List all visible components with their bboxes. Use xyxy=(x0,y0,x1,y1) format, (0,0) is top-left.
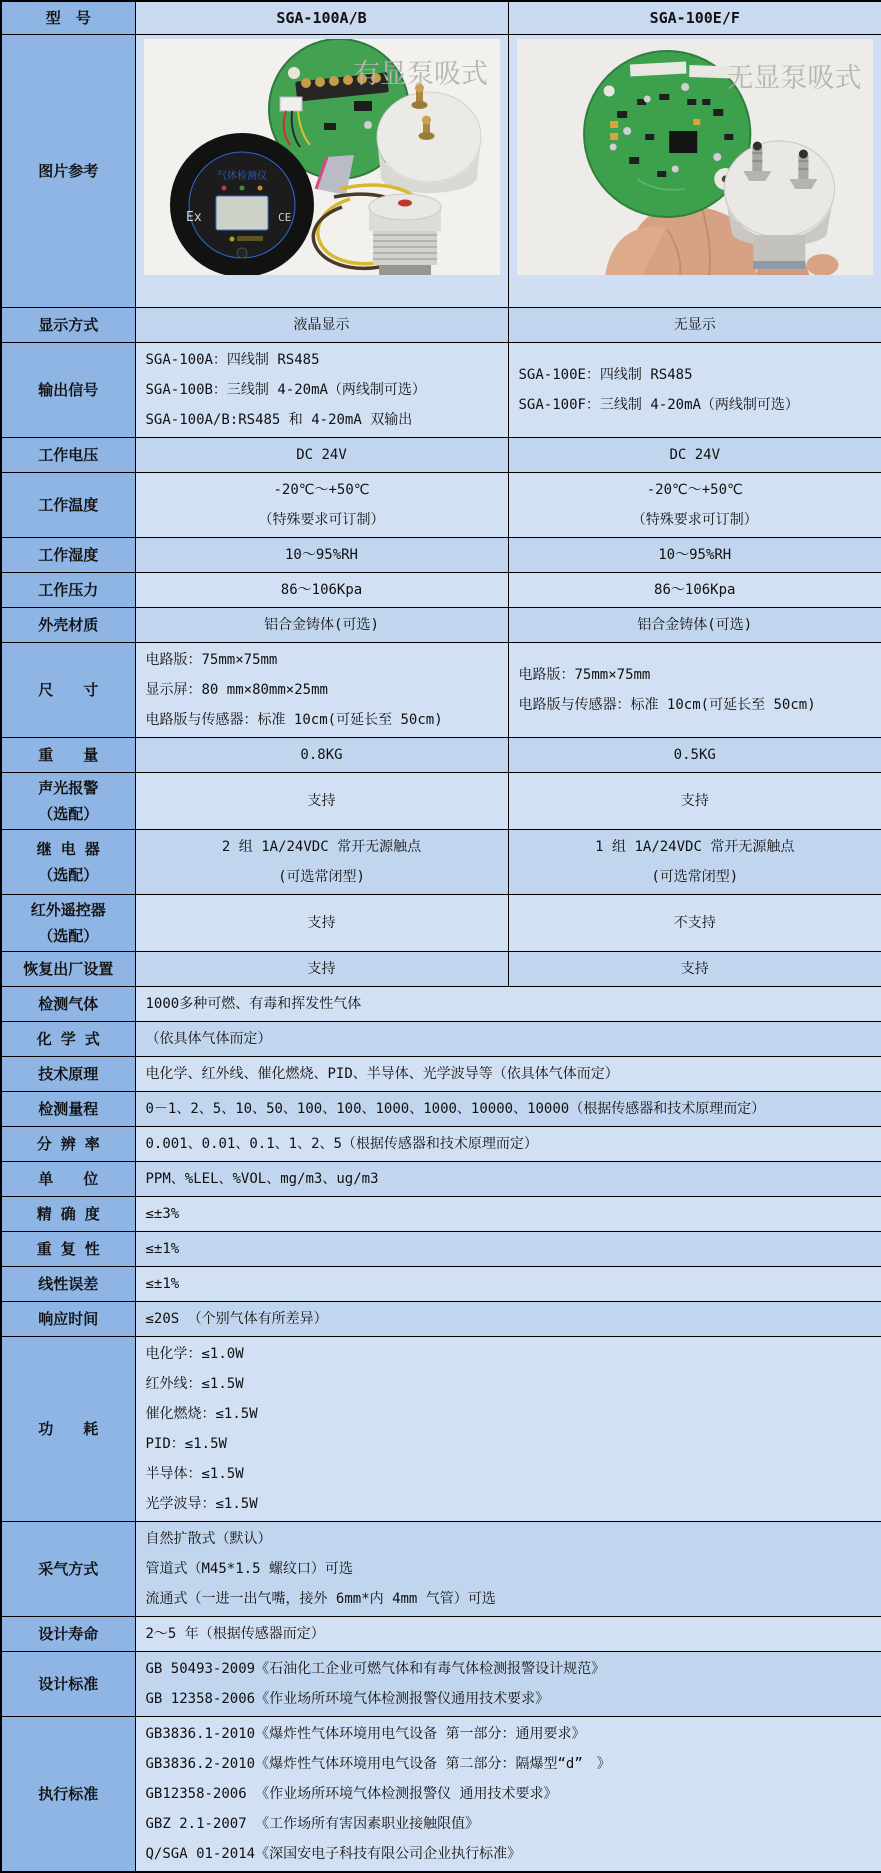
row-label-working-temperature: 工作温度 xyxy=(1,472,135,537)
cell-chemical-formula: （依具体气体而定） xyxy=(135,1021,881,1056)
row-label-chemical-formula: 化 学 式 xyxy=(1,1021,135,1056)
spec-row-dimensions xyxy=(1,642,881,737)
spec-row-chemical-formula xyxy=(1,1021,881,1056)
photo-row-label: 图片参考 xyxy=(1,34,135,307)
model-name-ab: SGA-100A/B xyxy=(135,1,508,34)
cell-ir-remote-col2: 不支持 xyxy=(508,894,881,951)
row-label-ir-remote: 红外遥控器 （选配） xyxy=(1,894,135,951)
row-label-working-pressure: 工作压力 xyxy=(1,572,135,607)
row-label-detected-gas: 检测气体 xyxy=(1,986,135,1021)
spec-row-output-signal xyxy=(1,342,881,437)
row-label-weight: 重 量 xyxy=(1,737,135,772)
spec-row-design-standard xyxy=(1,1651,881,1716)
spec-row-ir-remote xyxy=(1,894,881,951)
cell-working-humidity-col2: 10～95%RH xyxy=(508,537,881,572)
cell-design-standard: GB 50493-2009《石油化工企业可燃气体和有毒气体检测报警设计规范》 GB 12358-2006《作业场所环境气体检测报警仪通用技术要求》 xyxy=(135,1651,881,1716)
row-label-dimensions: 尺 寸 xyxy=(1,642,135,737)
spec-row-power-consumption xyxy=(1,1336,881,1521)
spec-row-response-time xyxy=(1,1301,881,1336)
row-label-display-mode: 显示方式 xyxy=(1,307,135,342)
spec-row-repeatability xyxy=(1,1231,881,1266)
spec-row-detected-gas xyxy=(1,986,881,1021)
row-label-response-time: 响应时间 xyxy=(1,1301,135,1336)
model-header-label: 型 号 xyxy=(1,1,135,34)
cell-working-pressure-col2: 86～106Kpa xyxy=(508,572,881,607)
cell-display-mode-col2: 无显示 xyxy=(508,307,881,342)
gauge-screen-title: 气体检测仪 xyxy=(216,170,267,182)
right-watermark: 无显泵吸式 xyxy=(725,62,861,94)
row-label-unit: 单 位 xyxy=(1,1161,135,1196)
spec-row-design-life xyxy=(1,1616,881,1651)
cell-sound-light-alarm-col2: 支持 xyxy=(508,772,881,829)
cell-working-voltage-col1: DC 24V xyxy=(135,437,508,472)
cell-sampling-method: 自然扩散式（默认） 管道式（M45*1.5 螺纹口）可选 流通式（一进一出气嘴，接外 6mm*内 4mm 气管）可选 xyxy=(135,1521,881,1616)
cell-display-mode-col1: 液晶显示 xyxy=(135,307,508,342)
product-photo-right xyxy=(517,39,874,275)
cell-ir-remote-col1: 支持 xyxy=(135,894,508,951)
cell-linearity-error: ≤±1% xyxy=(135,1266,881,1301)
spec-row-sampling-method xyxy=(1,1521,881,1616)
spec-row-working-voltage xyxy=(1,437,881,472)
cell-response-time: ≤20S （个别气体有所差异） xyxy=(135,1301,881,1336)
cell-detected-gas: 1000多种可燃、有毒和挥发性气体 xyxy=(135,986,881,1021)
header-row xyxy=(1,1,881,34)
cell-repeatability: ≤±1% xyxy=(135,1231,881,1266)
cell-accuracy: ≤±3% xyxy=(135,1196,881,1231)
row-label-working-humidity: 工作湿度 xyxy=(1,537,135,572)
cell-working-humidity-col1: 10～95%RH xyxy=(135,537,508,572)
sensor-cylinder-photo xyxy=(369,194,441,275)
cell-dimensions-col2: 电路版：75mm×75mm 电路版与传感器：标准 10cm(可延长至 50cm) xyxy=(508,642,881,737)
ex-mark: Ex xyxy=(185,209,202,225)
row-label-output-signal: 输出信号 xyxy=(1,342,135,437)
row-label-sampling-method: 采气方式 xyxy=(1,1521,135,1616)
row-label-design-standard: 设计标准 xyxy=(1,1651,135,1716)
ce-mark: CE xyxy=(277,210,291,224)
spec-row-working-humidity xyxy=(1,537,881,572)
cell-working-pressure-col1: 86～106Kpa xyxy=(135,572,508,607)
cell-shell-material-col2: 铝合金铸体(可选) xyxy=(508,607,881,642)
model-name-ef: SGA-100E/F xyxy=(508,1,881,34)
spec-row-unit xyxy=(1,1161,881,1196)
cell-executive-standard: GB3836.1-2010《爆炸性气体环境用电气设备 第一部分：通用要求》 GB3836.2-2010《爆炸性气体环境用电气设备 第二部分：隔爆型“d” 》 GB12358-2006 《作业场所环境气体检测报警仪 通用技术要求》 GBZ 2.1-2007 《工作场所有害因素职业接触限值》 Q/SGA 01-2014《深国安电子科技有限公司企业执行标准》 xyxy=(135,1716,881,1872)
cell-tech-principle: 电化学、红外线、催化燃烧、PID、半导体、光学波导等（依具体气体而定） xyxy=(135,1056,881,1091)
cell-relay-col2: 1 组 1A/24VDC 常开无源触点 (可选常闭型) xyxy=(508,829,881,894)
cell-output-signal-col1: SGA-100A：四线制 RS485 SGA-100B：三线制 4-20mA（两线制可选） SGA-100A/B:RS485 和 4-20mA 双输出 xyxy=(135,342,508,437)
cell-factory-reset-col1: 支持 xyxy=(135,951,508,986)
cell-weight-col1: 0.8KG xyxy=(135,737,508,772)
cell-output-signal-col2: SGA-100E：四线制 RS485 SGA-100F：三线制 4-20mA（两线制可选） xyxy=(508,342,881,437)
spec-row-working-temperature xyxy=(1,472,881,537)
left-watermark: 有显泵吸式 xyxy=(352,58,488,90)
row-label-working-voltage: 工作电压 xyxy=(1,437,135,472)
photo-cell-right xyxy=(508,34,881,307)
cell-unit: PPM、%LEL、%VOL、mg/m3、ug/m3 xyxy=(135,1161,881,1196)
photo-cell-left xyxy=(135,34,508,307)
row-label-detection-range: 检测量程 xyxy=(1,1091,135,1126)
spec-row-relay xyxy=(1,829,881,894)
spec-row-sound-light-alarm xyxy=(1,772,881,829)
spec-row-resolution xyxy=(1,1126,881,1161)
spec-row-weight xyxy=(1,737,881,772)
cell-sound-light-alarm-col1: 支持 xyxy=(135,772,508,829)
cell-dimensions-col1: 电路版：75mm×75mm 显示屏：80 mm×80mm×25mm 电路版与传感器：标准 10cm(可延长至 50cm) xyxy=(135,642,508,737)
spec-row-factory-reset xyxy=(1,951,881,986)
row-label-factory-reset: 恢复出厂设置 xyxy=(1,951,135,986)
row-label-design-life: 设计寿命 xyxy=(1,1616,135,1651)
spec-row-linearity-error xyxy=(1,1266,881,1301)
row-label-resolution: 分 辨 率 xyxy=(1,1126,135,1161)
photo-row xyxy=(1,34,881,307)
cell-working-temperature-col2: -20℃～+50℃ （特殊要求可订制） xyxy=(508,472,881,537)
cell-factory-reset-col2: 支持 xyxy=(508,951,881,986)
spec-row-tech-principle xyxy=(1,1056,881,1091)
row-label-tech-principle: 技术原理 xyxy=(1,1056,135,1091)
spec-row-accuracy xyxy=(1,1196,881,1231)
row-label-shell-material: 外壳材质 xyxy=(1,607,135,642)
row-label-repeatability: 重 复 性 xyxy=(1,1231,135,1266)
spec-row-detection-range xyxy=(1,1091,881,1126)
product-photo-left xyxy=(144,39,500,275)
row-label-relay: 继 电 器 （选配） xyxy=(1,829,135,894)
row-label-sound-light-alarm: 声光报警 （选配） xyxy=(1,772,135,829)
cell-detection-range: 0－1、2、5、10、50、100、100、1000、1000、10000、10000（根据传感器和技术原理而定） xyxy=(135,1091,881,1126)
gauge-device-photo xyxy=(170,133,314,275)
row-label-linearity-error: 线性误差 xyxy=(1,1266,135,1301)
row-label-power-consumption: 功 耗 xyxy=(1,1336,135,1521)
cell-design-life: 2～5 年（根据传感器而定） xyxy=(135,1616,881,1651)
cell-shell-material-col1: 铝合金铸体(可选) xyxy=(135,607,508,642)
cell-resolution: 0.001、0.01、0.1、1、2、5（根据传感器和技术原理而定） xyxy=(135,1126,881,1161)
spec-row-working-pressure xyxy=(1,572,881,607)
cell-working-temperature-col1: -20℃～+50℃ （特殊要求可订制） xyxy=(135,472,508,537)
cell-weight-col2: 0.5KG xyxy=(508,737,881,772)
spec-row-executive-standard xyxy=(1,1716,881,1872)
cell-working-voltage-col2: DC 24V xyxy=(508,437,881,472)
row-label-accuracy: 精 确 度 xyxy=(1,1196,135,1231)
cell-power-consumption: 电化学：≤1.0W 红外线：≤1.5W 催化燃烧：≤1.5W PID：≤1.5W 半导体：≤1.5W 光学波导：≤1.5W xyxy=(135,1336,881,1521)
row-label-executive-standard: 执行标准 xyxy=(1,1716,135,1872)
spec-row-display-mode xyxy=(1,307,881,342)
cell-relay-col1: 2 组 1A/24VDC 常开无源触点 (可选常闭型) xyxy=(135,829,508,894)
spec-row-shell-material xyxy=(1,607,881,642)
